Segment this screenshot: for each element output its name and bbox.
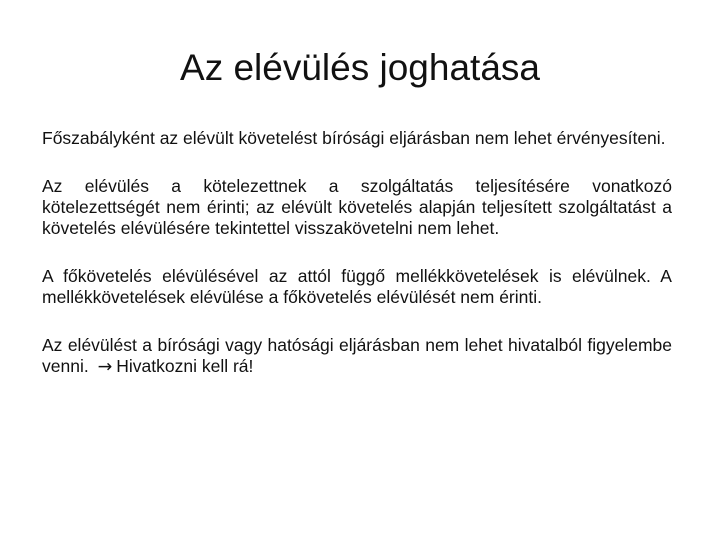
slide-title: Az elévülés joghatása <box>180 47 540 88</box>
paragraph-accessory-claims: A főkövetelés elévülésével az attól függő mellékkövetelések is elévülnek. A mellékkövetelések elévülése a főkövetelés elévülését nem érinti. <box>42 266 672 307</box>
slide-body <box>42 128 672 405</box>
paragraph-obligation: Az elévülés a kötelezettnek a szolgáltatás teljesítésére vonatkozó kötelezettségét nem érinti; az elévült követelés alapján teljesített szolgáltatást a követelés elévülésére tekintettel visszakövetelni nem lehet. <box>42 176 672 238</box>
paragraph-text-before: Az elévülést a bírósági vagy hatósági eljárásban nem lehet hivatalból figyelembe venni. <box>42 335 672 376</box>
arrow-right-icon: → <box>97 357 113 377</box>
paragraph-not-ex-officio <box>42 335 672 378</box>
paragraph-text-after: Hivatkozni kell rá! <box>116 356 254 376</box>
paragraph-main-rule: Főszabályként az elévült követelést bírósági eljárásban nem lehet érvényesíteni. <box>42 128 666 148</box>
